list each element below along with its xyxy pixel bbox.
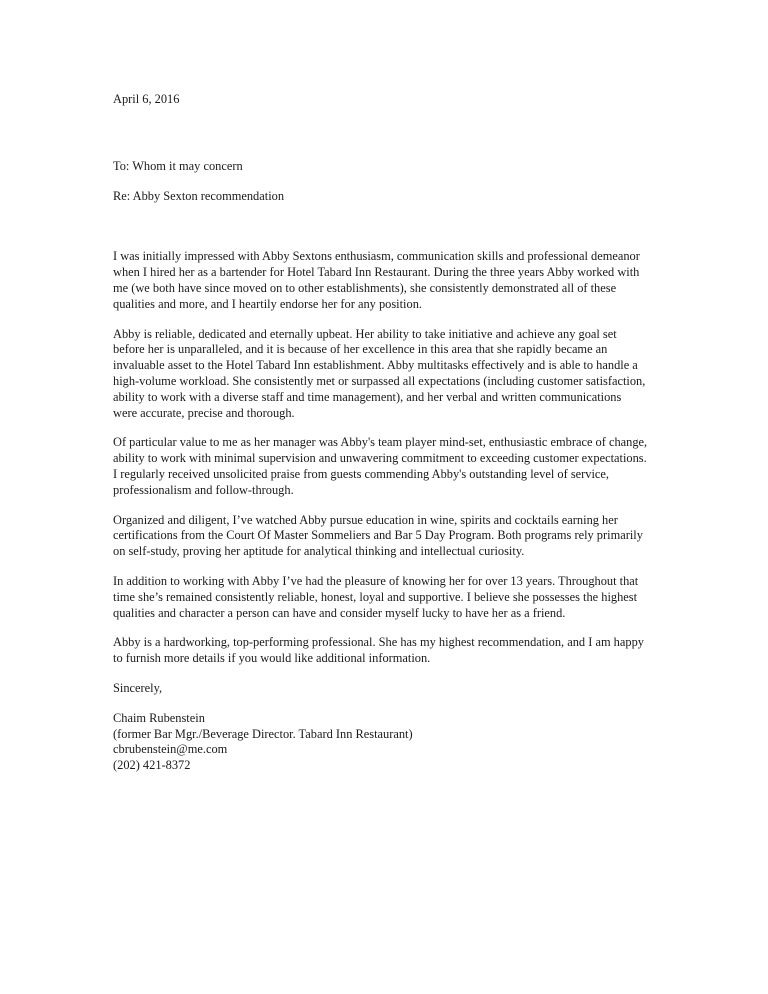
letter-recipient: To: Whom it may concern <box>113 158 243 173</box>
signer-email: cbrubenstein@me.com <box>113 742 228 757</box>
letter-date: April 6, 2016 <box>113 92 180 106</box>
letter-closing: Sincerely, <box>113 680 163 695</box>
letter-subject: Re: Abby Sexton recommendation <box>113 188 285 203</box>
paragraph-line: were accurate, precise and thorough. <box>113 405 295 420</box>
body-paragraph-4 <box>113 513 665 560</box>
paragraph-line: Abby is reliable, dedicated and eternally upbeat. Her ability to take initiative and achieve any goal set <box>113 326 617 341</box>
paragraph-line: qualities and character a person can have and consider myself lucky to have her as a friend. <box>113 605 566 620</box>
body-paragraph-1 <box>113 249 665 312</box>
paragraph-line: qualities and more, and I heartily endorse her for any position. <box>113 296 422 311</box>
signer-name: Chaim Rubenstein <box>113 710 205 725</box>
paragraph-line: Organized and diligent, I’ve watched Abby pursue education in wine, spirits and cocktails earning her <box>113 512 618 527</box>
body-paragraph-2 <box>113 327 665 422</box>
paragraph-line: I regularly received unsolicited praise from guests commending Abby's outstanding level of service, <box>113 466 609 481</box>
paragraph-line: ability to work with a diverse staff and time management), and her verbal and written communications <box>113 389 622 404</box>
paragraph-line: before her is unparalleled, and it is because of her excellence in this area that she rapidly became an <box>113 342 608 357</box>
recommendation-letter <box>113 92 665 774</box>
paragraph-line: to furnish more details if you would like additional information. <box>113 651 431 666</box>
body-paragraph-3 <box>113 435 665 498</box>
paragraph-line: Abby is a hardworking, top-performing professional. She has my highest recommendation, and I am happy <box>113 635 644 650</box>
paragraph-line: when I hired her as a bartender for Hotel Tabard Inn Restaurant. During the three years Abby worked with <box>113 265 640 280</box>
paragraph-line: on self-study, proving her aptitude for analytical thinking and intellectual curiosity. <box>113 544 525 559</box>
paragraph-line: ability to work with minimal supervision and unwavering commitment to exceeding customer expectations. <box>113 451 647 466</box>
signer-phone: (202) 421-8372 <box>113 758 191 773</box>
paragraph-line: certifications from the Court Of Master Sommeliers and Bar 5 Day Program. Both programs rely primarily <box>113 528 643 543</box>
paragraph-line: high-volume workload. She consistently met or surpassed all expectations (including customer satisfaction, <box>113 373 646 388</box>
paragraph-line: invaluable asset to the Hotel Tabard Inn establishment. Abby multitasks effectively and is able to handle a <box>113 358 638 373</box>
signer-title: (former Bar Mgr./Beverage Director. Tabard Inn Restaurant) <box>113 726 413 741</box>
body-paragraph-6 <box>113 635 665 667</box>
paragraph-line: In addition to working with Abby I’ve had the pleasure of knowing her for over 13 years. Throughout that <box>113 573 639 588</box>
paragraph-line: professionalism and follow-through. <box>113 482 294 497</box>
paragraph-line: I was initially impressed with Abby Sextons enthusiasm, communication skills and professional demeanor <box>113 249 640 264</box>
signature-block <box>113 711 665 774</box>
body-paragraph-5 <box>113 574 665 621</box>
paragraph-line: Of particular value to me as her manager was Abby's team player mind-set, enthusiastic embrace of change, <box>113 435 648 450</box>
paragraph-line: time she’s remained consistently reliable, honest, loyal and supportive. I believe she possesses the highest <box>113 589 638 604</box>
paragraph-line: me (we both have since moved on to other establishments), she consistently demonstrated all of these <box>113 280 617 295</box>
